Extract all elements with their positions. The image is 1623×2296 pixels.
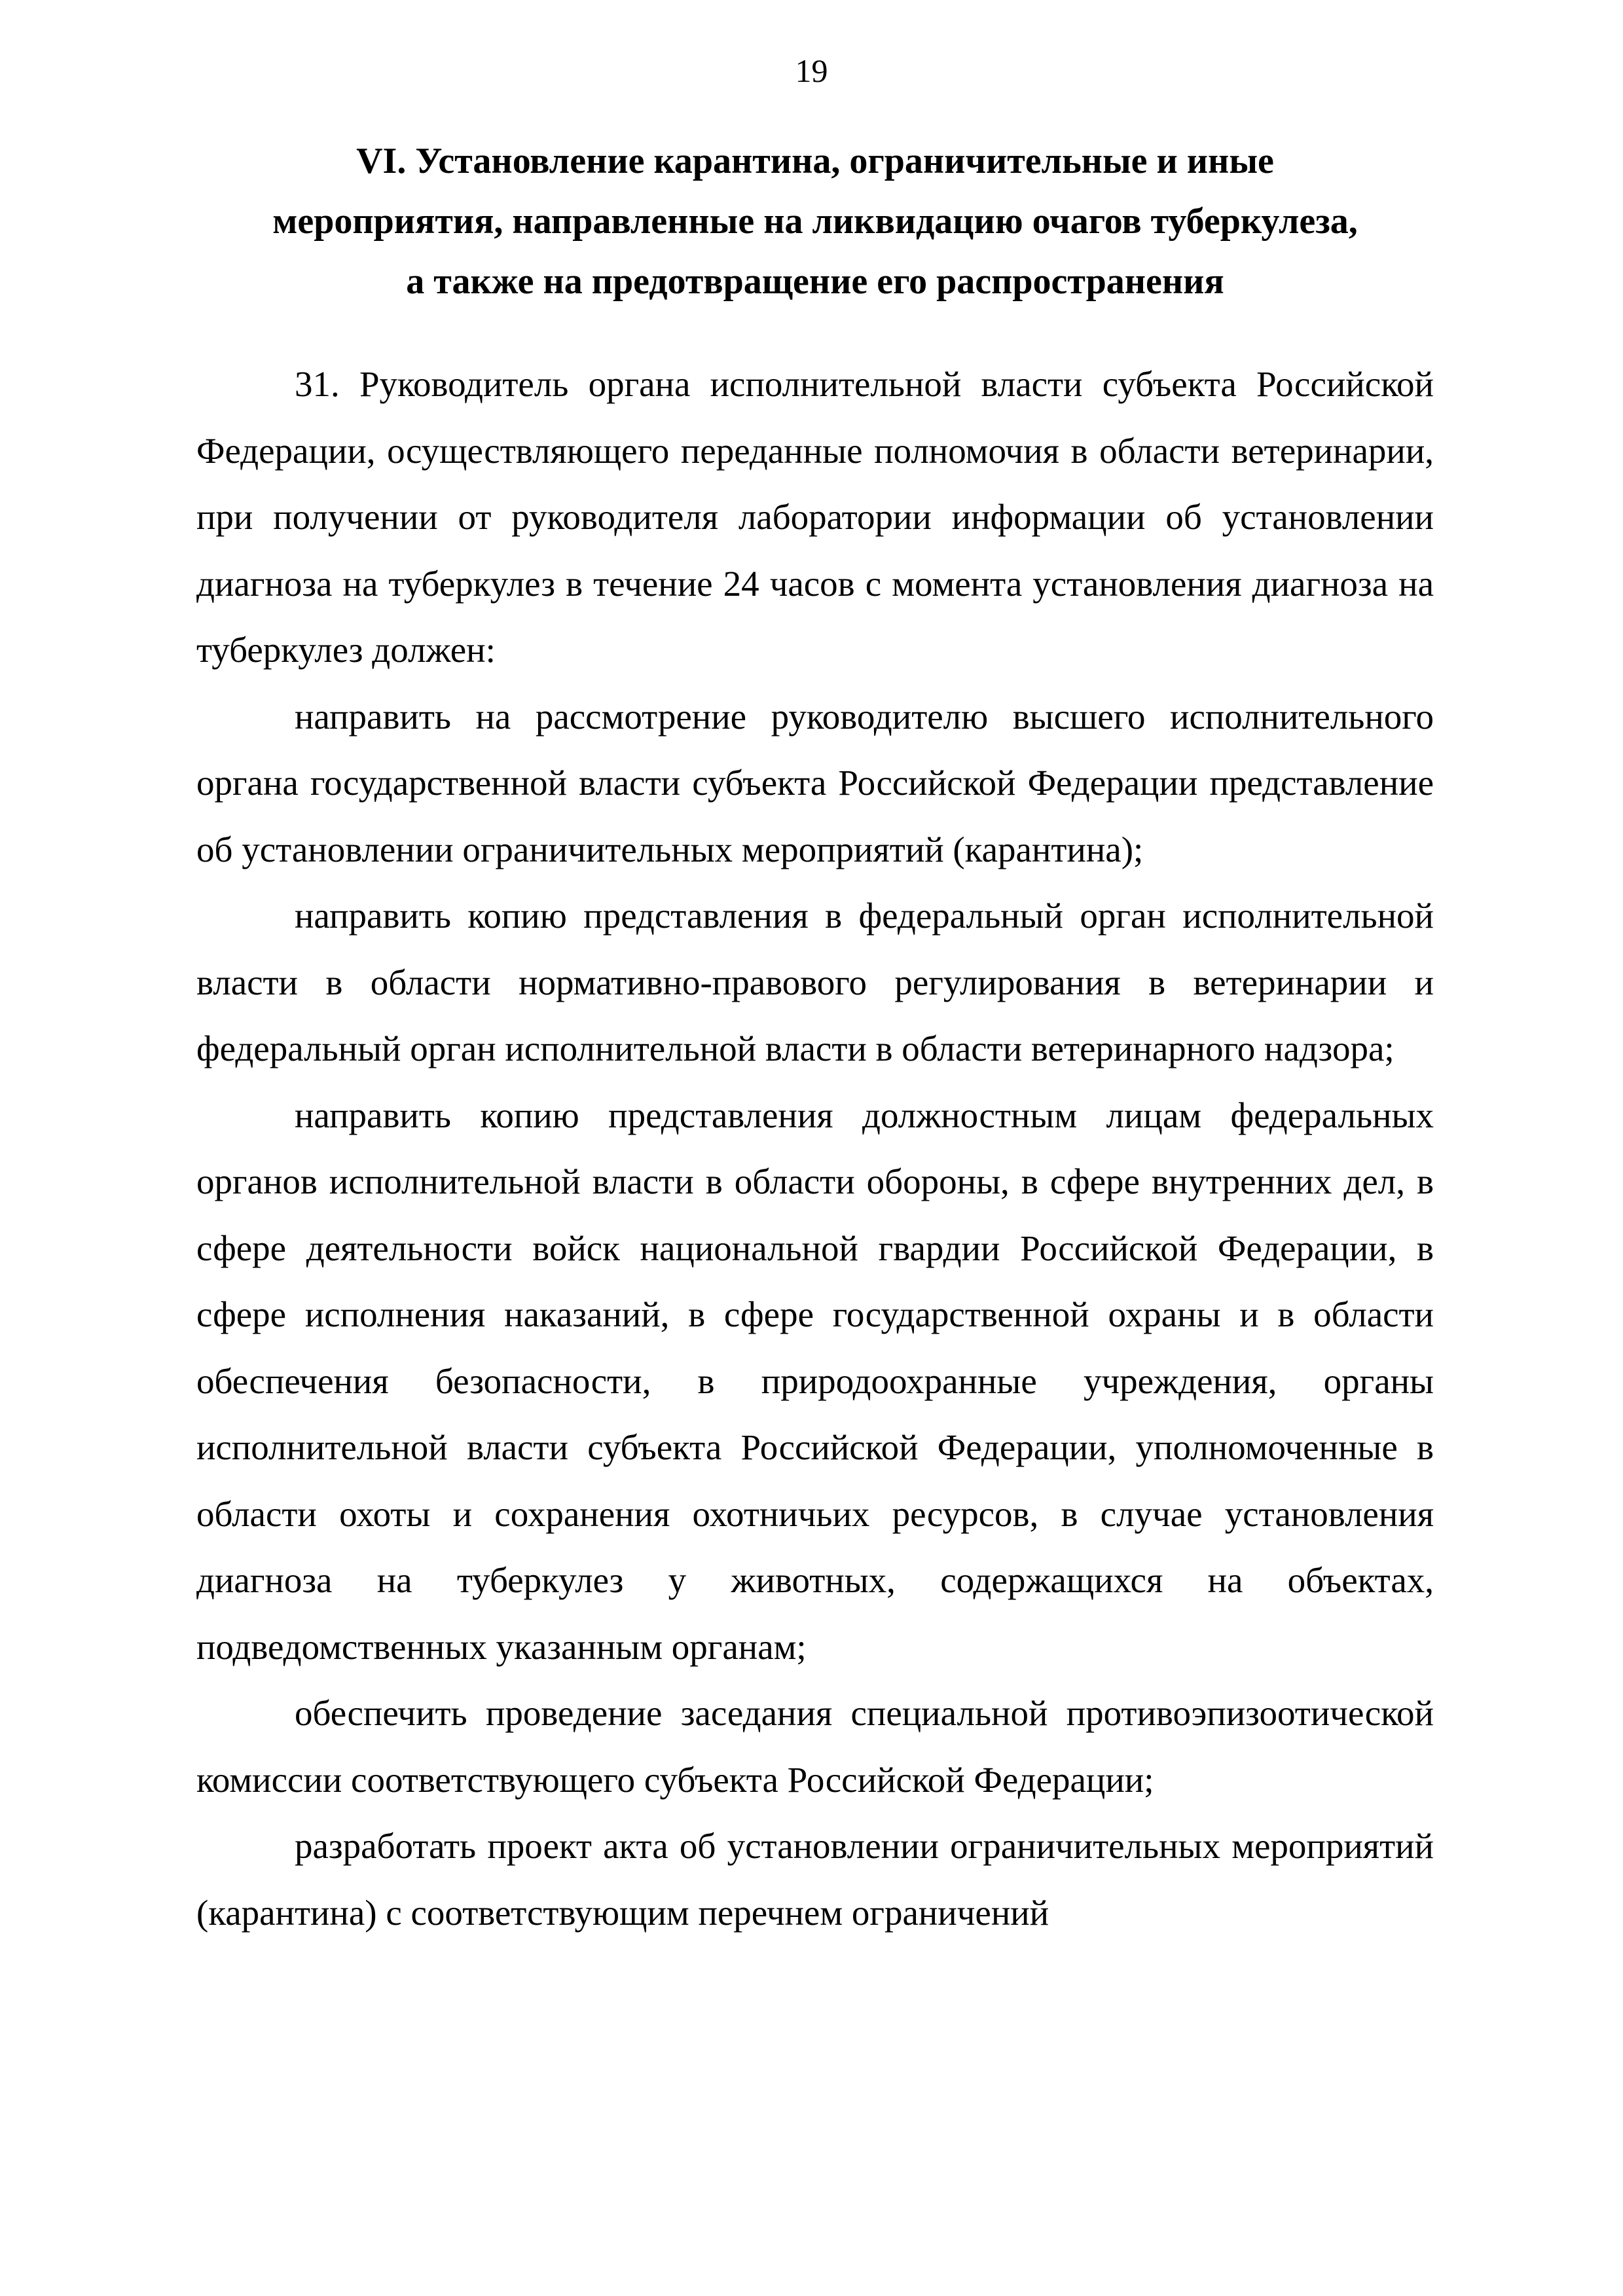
paragraph-commission-meeting: обеспечить проведение заседания специальной противоэпизоотической комиссии соответствующего субъекта Российской Федерации;	[196, 1693, 1434, 1800]
paragraph-31: 31. Руководитель органа исполнительной власти субъекта Российской Федерации, осуществляющего переданные полномочия в области ветеринарии, при получении от руководителя лаборатории информации об установлении диагноза на туберкулез в течение 24 часов с момента установления диагноза на туберкулез должен:	[196, 364, 1434, 670]
section-title-line: мероприятия, направленные на ликвидацию очагов туберкулеза,	[272, 201, 1358, 242]
document-body	[196, 351, 1434, 1946]
page-number: 19	[795, 52, 828, 89]
section-title	[196, 131, 1434, 312]
paragraph-copy-federal-vet: направить копию представления в федеральный орган исполнительной власти в области нормативно-правового регулирования в ветеринарии и федеральный орган исполнительной власти в области ветеринарного надзора;	[196, 896, 1434, 1068]
paragraph-copy-officials: направить копию представления должностным лицам федеральных органов исполнительной власти в области обороны, в сфере внутренних дел, в сфере деятельности войск национальной гвардии Российской Федерации, в сфере исполнения наказаний, в сфере государственной охраны и в области обеспечения безопасности, в природоохранные учреждения, органы исполнительной власти субъекта Российской Федерации, уполномоченные в области охоты и сохранения охотничьих ресурсов, в случае установления диагноза на туберкулез у животных, содержащихся на объектах, подведомственных указанным органам;	[196, 1095, 1434, 1667]
paragraph-draft-act: разработать проект акта об установлении ограничительных мероприятий (карантина) с соответствующим перечнем ограничений	[196, 1826, 1434, 1933]
section-title-line: а также на предотвращение его распространения	[406, 261, 1224, 302]
paragraph-submit-representation: направить на рассмотрение руководителю высшего исполнительного органа государственной власти субъекта Российской Федерации представление об установлении ограничительных мероприятий (карантина);	[196, 696, 1434, 869]
section-title-line: VI. Установление карантина, ограничительные и иные	[356, 141, 1274, 181]
